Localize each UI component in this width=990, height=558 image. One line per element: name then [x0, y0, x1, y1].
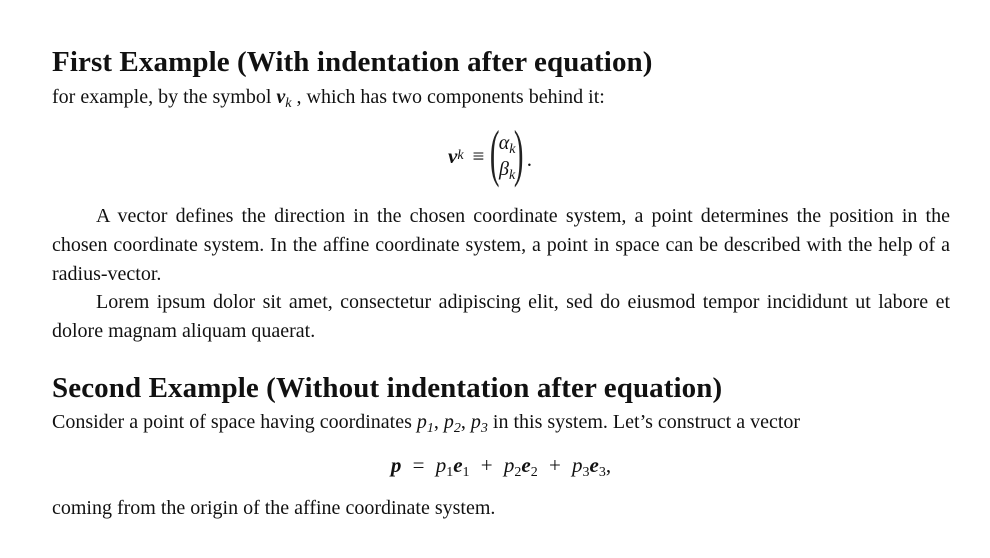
section-1-paragraph-2: Lorem ipsum dolor sit amet, consectetur adipiscing elit, sed do eiusmod tempor incididunt ut labore et dolore magnam aliquam quaerat.: [52, 291, 950, 342]
eq2-lhs: p: [390, 453, 402, 477]
eq2-term-3: $p_3e_3$: [572, 453, 606, 480]
eq2-term-2: $p_2e_2$: [503, 453, 538, 480]
comma-2: ,: [460, 411, 466, 433]
eq2-plus-1: +: [480, 453, 493, 477]
alpha-symbol: α: [498, 132, 510, 154]
section-1-paragraph-1: A vector defines the direction in the chosen coordinate system, a point determines the position in the chosen coordinate system. In the affine coordinate system, a point in space can be described with the help of a radius-vector.: [52, 205, 950, 285]
left-paren: (: [490, 117, 500, 188]
inline-symbol-subscript: k: [285, 96, 292, 111]
eq-period: .: [526, 146, 532, 171]
beta-symbol: β: [498, 158, 509, 180]
alpha-subscript: k: [509, 142, 516, 157]
coord-p1: $p_1$: [416, 411, 434, 436]
coord-p2: $p_2$: [443, 411, 461, 436]
section-2-intro: [52, 408, 950, 437]
eq2-plus-2: +: [548, 453, 561, 477]
right-paren: ): [514, 117, 524, 188]
eq2-equals: =: [412, 453, 425, 477]
coord-p3: $p_3$: [470, 411, 488, 436]
equation-radius-vector: [52, 451, 950, 479]
eq2-term-1: $p_1e_1$: [435, 453, 470, 480]
eq2-trail: ,: [605, 453, 612, 477]
intro-text-before: for example, by the symbol: [52, 86, 272, 108]
vector-bottom-entry: [499, 156, 515, 182]
section-1-heading: First Example (With indentation after equation): [52, 46, 653, 78]
beta-subscript: k: [508, 168, 516, 183]
intro2-text-after: in this system. Let’s construct a vector: [492, 411, 801, 433]
eq-lhs: v: [448, 143, 458, 168]
comma-1: ,: [433, 411, 439, 433]
section-2-heading: Second Example (Without indentation after equation): [52, 372, 723, 404]
equation-vector-definition: v k ≡ ( $\alpha_k$ $\beta_k$ ) .: [448, 117, 532, 188]
section-2-outro: coming from the origin of the affine coordinate system.: [52, 497, 496, 519]
intro2-text-before: Consider a point of space having coordinates: [52, 411, 412, 433]
inline-symbol-v: v: [276, 86, 286, 108]
intro-text-after: , which has two components behind it:: [296, 86, 605, 108]
eq-identity-symbol: ≡: [472, 143, 485, 168]
section-1-intro: [52, 83, 950, 112]
